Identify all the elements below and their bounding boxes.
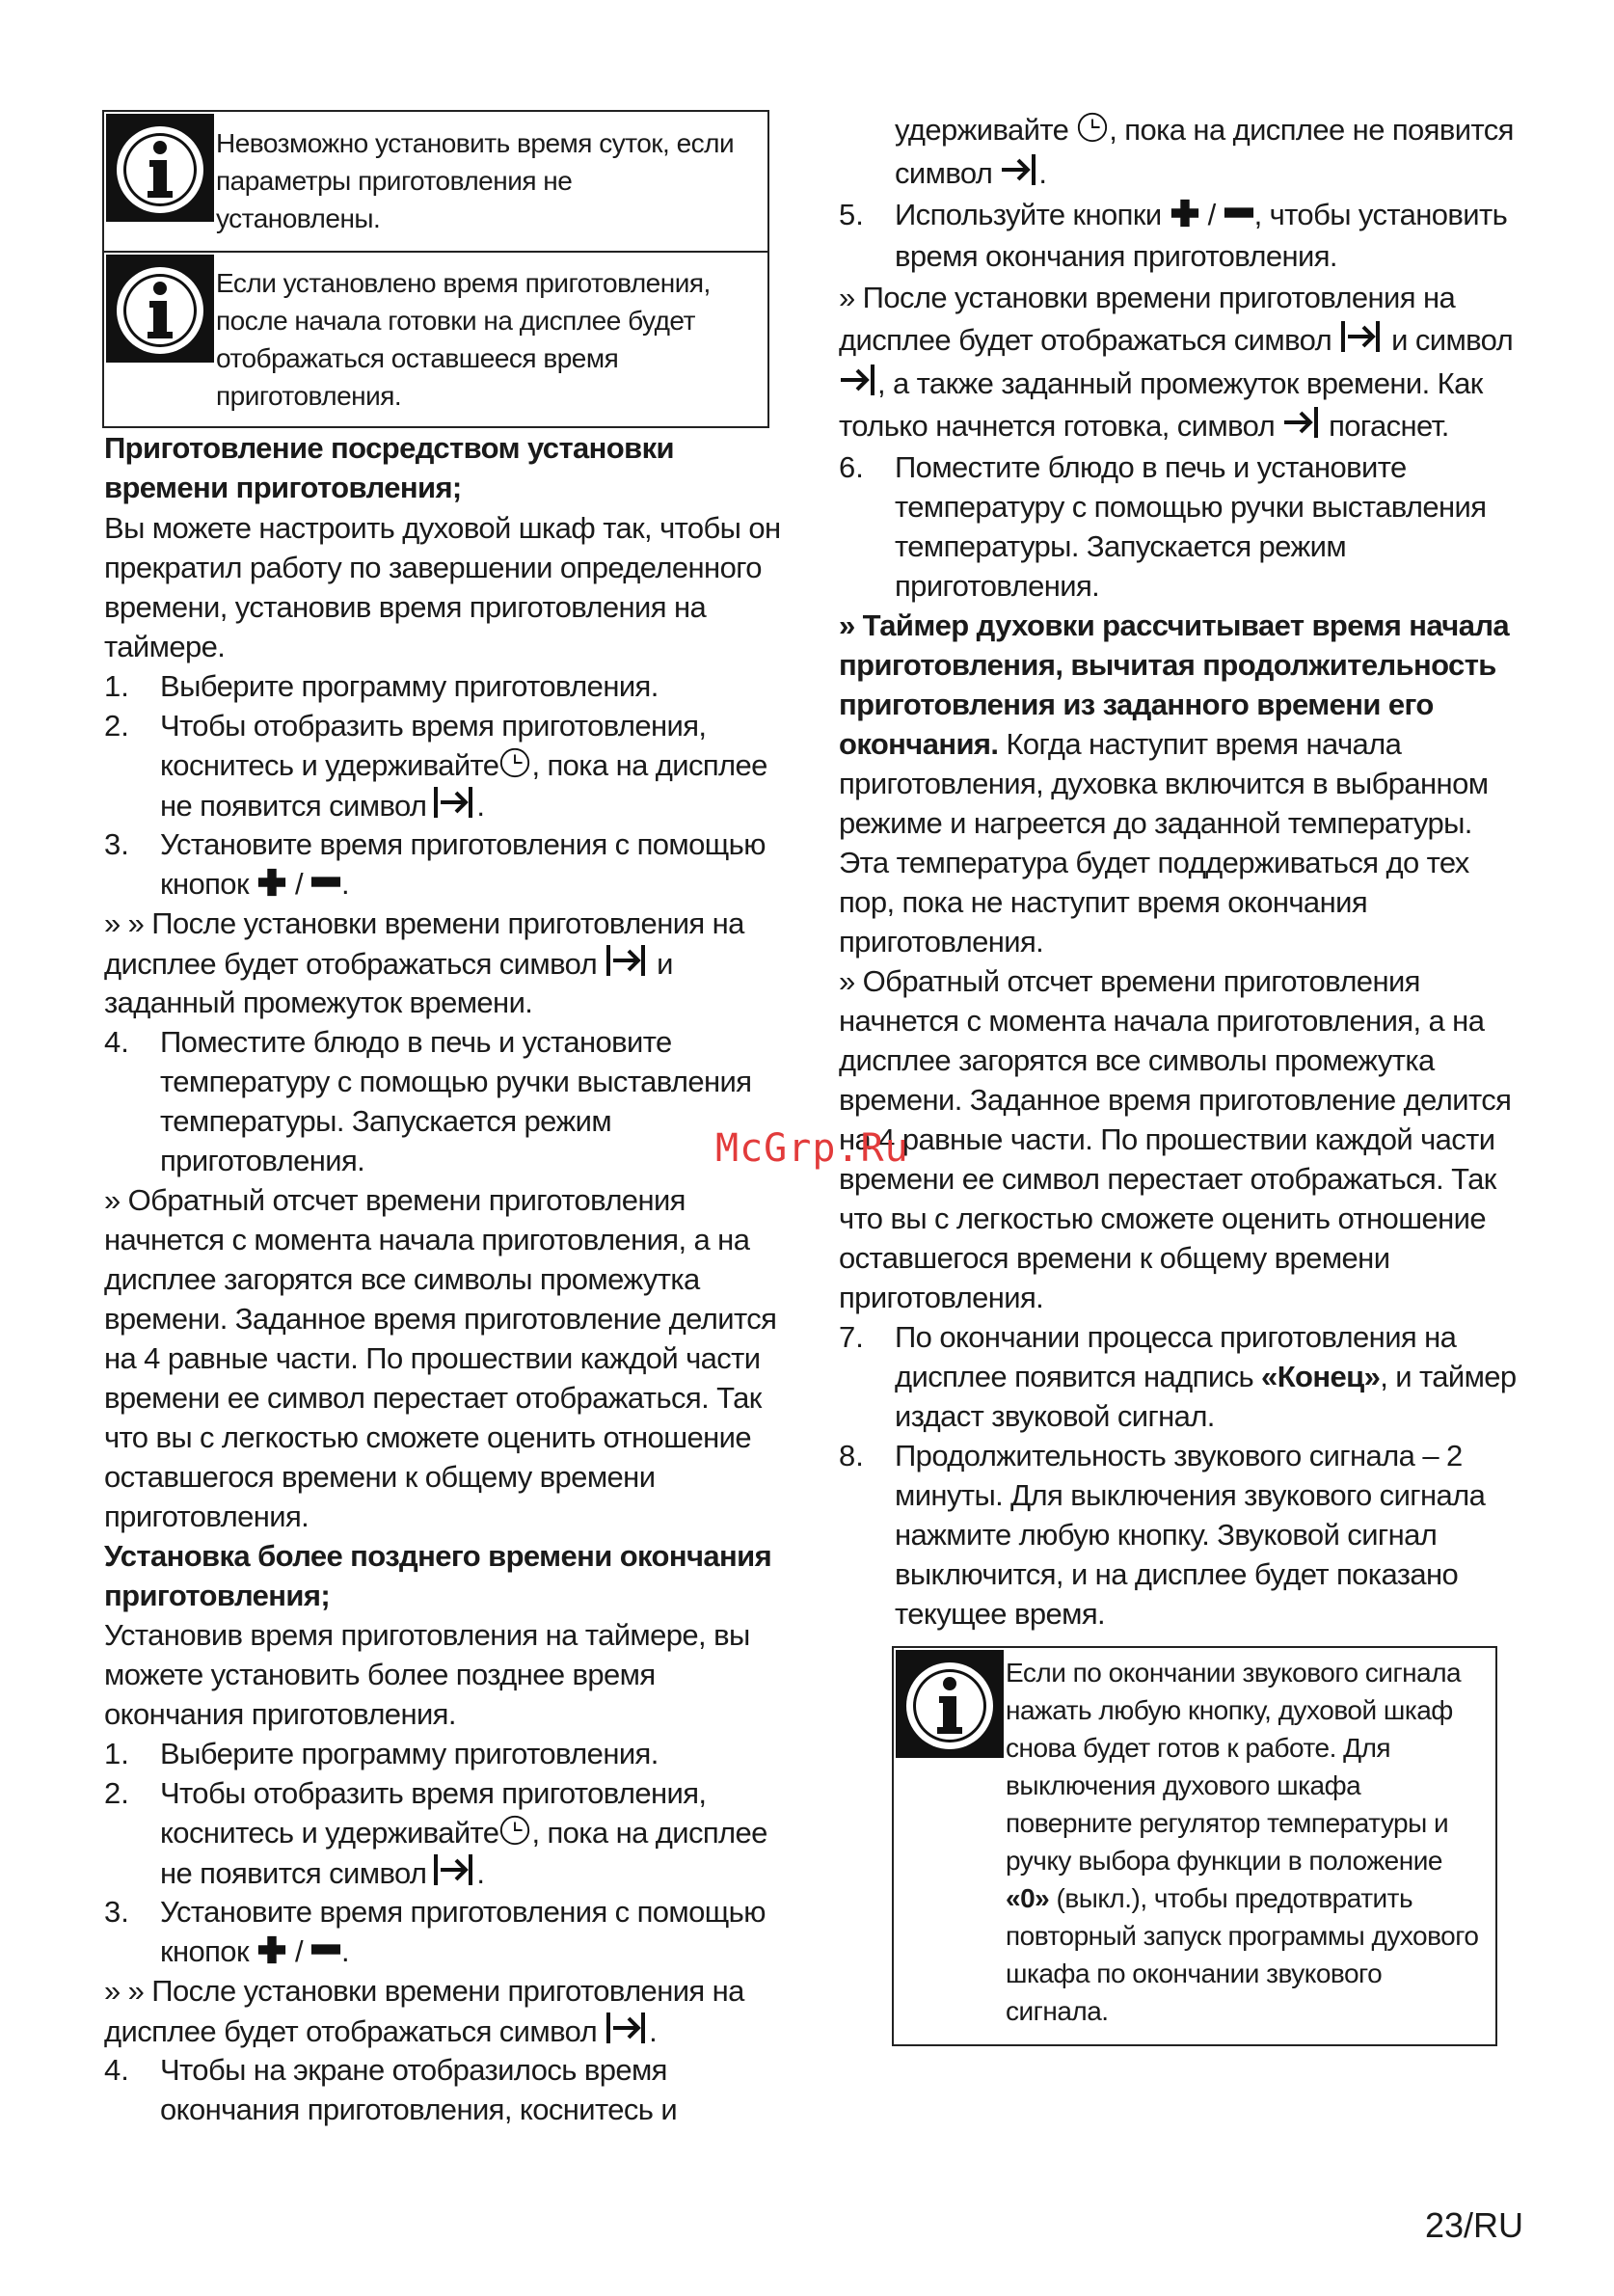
step-7-line-3: издаст звуковой сигнал. [895, 1399, 1215, 1433]
after-setting-line-3 [839, 363, 1483, 403]
step-6-line-3: температуры. Запускается режим [895, 529, 1347, 563]
section2-intro-line-3: окончания приготовления. [104, 1697, 456, 1731]
clock-icon [1076, 111, 1109, 144]
info-note-2-line-2: после начала готовки на дисплее будет [216, 306, 695, 336]
section1-step-3-line-1: Установите время приготовления с помощью [160, 827, 766, 861]
timer-line-1: » Таймер духовки рассчитывает время начала [839, 608, 1510, 642]
step4-continued-line-2 [895, 152, 1046, 193]
section2-step-3-line-1: Установите время приготовления с помощью [160, 1895, 766, 1929]
minus-icon [1224, 198, 1254, 229]
minus-icon [310, 1934, 341, 1965]
section2-note-line-2 [104, 2011, 657, 2051]
section1-note-line-1: » » После установки времени приготовления на [104, 906, 744, 940]
info-line-6: ручку выбора функции в положение [1006, 1846, 1442, 1876]
text: «Конец» [1261, 1360, 1381, 1393]
section1-countdown-line-6: времени ее символ перестает отображаться. Так [104, 1381, 762, 1415]
section1-intro-line-1: Вы можете настроить духовой шкаф так, чтобы он [104, 511, 781, 545]
step-6-line-1: Поместите блюдо в печь и установите [895, 450, 1407, 484]
info-note-2-line-1: Если установлено время приготовления, [216, 268, 711, 298]
step-number: 2. [104, 709, 129, 743]
info-note-2-line-3: отображаться оставшееся время [216, 343, 619, 373]
step-number: 7. [839, 1320, 864, 1354]
section1-countdown-line-8: оставшегося времени к общему времени [104, 1460, 656, 1494]
step-7-line-2 [895, 1357, 1517, 1396]
text: (выкл.), чтобы предотвратить [1049, 1883, 1413, 1913]
section1-step-4-line-1: Поместите блюдо в печь и установите [160, 1025, 672, 1059]
section1-countdown-line-4: времени. Заданное время приготовление делится [104, 1302, 777, 1336]
step-5-line-1 [895, 195, 1507, 234]
text: . [1038, 156, 1047, 190]
text: удерживайте [895, 113, 1069, 147]
countdown-line-3: дисплее загорятся все символы промежутка [839, 1043, 1435, 1077]
plus-icon [1170, 198, 1200, 229]
section1-intro-line-2: прекратил работу по завершении определенного [104, 551, 762, 584]
section2-step-4-line-2: окончания приготовления, коснитесь и [160, 2093, 678, 2126]
text: , чтобы установить [1253, 198, 1508, 231]
text: и символ [1391, 323, 1514, 357]
step-number: 1. [104, 669, 129, 703]
countdown-line-2: начнется с момента начала приготовления, а на [839, 1004, 1485, 1038]
info-line-2: нажать любую кнопку, духовой шкаф [1006, 1695, 1453, 1725]
section1-step-4-line-3: температуры. Запускается режим [160, 1104, 612, 1138]
text: и [657, 947, 673, 981]
countdown-line-8: оставшегося времени к общему времени [839, 1241, 1390, 1275]
info-note-1-line-3: установлены. [216, 203, 381, 233]
text: коснитесь и удерживайте [160, 1816, 499, 1850]
text: / [294, 867, 303, 901]
step-6-line-2: температуру с помощью ручки выставления [895, 490, 1487, 524]
info-note-1 [104, 112, 767, 253]
info-icon [106, 255, 214, 363]
after-setting-line-2 [839, 319, 1513, 360]
start-arrow-icon [1282, 405, 1321, 440]
timer-line-6: режиме и нагреется до заданной температуры. [839, 806, 1472, 840]
section2-step-3-line-2 [160, 1931, 349, 1971]
timer-line-3: приготовления из заданного времени его [839, 688, 1434, 721]
text: только начнется готовка, символ [839, 409, 1276, 443]
info-line-9: шкафа по окончании звукового [1006, 1958, 1383, 1988]
section2-intro-line-1: Установив время приготовления на таймере, вы [104, 1618, 750, 1652]
countdown-line-5: на 4 равные части. По прошествии каждой части [839, 1122, 1495, 1156]
countdown-line-9: приготовления. [839, 1281, 1044, 1314]
end-time-icon [1339, 319, 1384, 354]
section1-heading-line-1: Приготовление посредством установки [104, 431, 674, 465]
text: / [1207, 198, 1216, 231]
step-number: 8. [839, 1439, 864, 1472]
info-note-1-line-1: Невозможно установить время суток, если [216, 128, 735, 158]
text: . [649, 2014, 658, 2048]
section1-step-2-line-3 [160, 785, 484, 825]
start-arrow-icon [839, 363, 877, 397]
section2-heading-line-2: приготовления; [104, 1579, 331, 1612]
section1-heading-line-2: времени приготовления; [104, 471, 462, 504]
step-8-line-1: Продолжительность звукового сигнала – 2 [895, 1439, 1463, 1472]
info-line-7 [1006, 1879, 1412, 1917]
section1-step-2-line-2 [160, 745, 767, 785]
plus-icon [256, 867, 287, 898]
text: . [340, 867, 349, 901]
text: / [294, 1934, 303, 1968]
clock-icon [498, 746, 531, 779]
minus-icon [310, 867, 341, 898]
info-icon [106, 114, 214, 222]
info-line-1: Если по окончании звукового сигнала [1006, 1658, 1462, 1688]
step-8-line-3: нажмите любую кнопку. Звуковой сигнал [895, 1518, 1438, 1552]
step4-continued-line-1 [895, 110, 1514, 149]
step-number: 1. [104, 1737, 129, 1770]
info-note-2-line-4: приготовления. [216, 381, 402, 411]
step-number: 3. [104, 1895, 129, 1929]
countdown-line-1: » Обратный отсчет времени приготовления [839, 964, 1420, 998]
text: дисплее будет отображаться символ [104, 2014, 598, 2048]
text: символ [895, 156, 993, 190]
end-time-icon [605, 2011, 649, 2045]
text: погаснет. [1329, 409, 1449, 443]
text: , пока на дисплее [531, 748, 767, 782]
step-number: 3. [104, 827, 129, 861]
section1-countdown-line-7: что вы с легкостью сможете оценить отношение [104, 1420, 751, 1454]
step-5-line-2: время окончания приготовления. [895, 239, 1337, 273]
section1-intro-line-4: таймере. [104, 630, 226, 663]
step-7-line-1: По окончании процесса приготовления на [895, 1320, 1457, 1354]
section1-countdown-line-5: на 4 равные части. По прошествии каждой части [104, 1341, 761, 1375]
info-note-1-line-2: параметры приготовления не [216, 166, 573, 196]
timer-line-4 [839, 724, 1401, 764]
section2-step-4-line-1: Чтобы на экране отобразилось время [160, 2053, 667, 2087]
text: . [476, 1856, 485, 1890]
section1-step-2-line-1: Чтобы отобразить время приготовления, [160, 709, 707, 743]
step-number: 4. [104, 2053, 129, 2087]
info-line-3: снова будет готов к работе. Для [1006, 1733, 1391, 1763]
step-8-line-4: выключится, и на дисплее будет показано [895, 1557, 1459, 1591]
text: дисплее будет отображаться символ [839, 323, 1332, 357]
section1-step-4-line-2: температуру с помощью ручки выставления [160, 1065, 752, 1098]
step-8-line-5: текущее время. [895, 1597, 1106, 1631]
text: Используйте кнопки [895, 198, 1162, 231]
text: окончания. [839, 727, 999, 761]
section1-step-1: Выберите программу приготовления. [160, 669, 659, 703]
countdown-line-7: что вы с легкостью сможете оценить отношение [839, 1202, 1486, 1235]
after-setting-line-1: » После установки времени приготовления на [839, 281, 1456, 314]
countdown-line-4: времени. Заданное время приготовление делится [839, 1083, 1512, 1117]
section1-countdown-line-1: » Обратный отсчет времени приготовления [104, 1183, 686, 1217]
section2-step-2-line-2 [160, 1813, 767, 1852]
text: «0» [1006, 1883, 1050, 1913]
section1-intro-line-3: времени, установив время приготовления на [104, 590, 707, 624]
info-line-4: выключения духового шкафа [1006, 1770, 1361, 1800]
start-arrow-icon [1000, 152, 1038, 187]
text: , а также заданный промежуток времени. Как [877, 366, 1483, 400]
text: , пока на дисплее не появится [1109, 113, 1514, 147]
section2-intro-line-2: можете установить более позднее время [104, 1658, 656, 1691]
section1-countdown-line-3: дисплее загорятся все символы промежутка [104, 1262, 700, 1296]
info-line-8: повторный запуск программы духового [1006, 1921, 1479, 1951]
text: Когда наступит время начала [998, 727, 1402, 761]
info-icon [896, 1650, 1004, 1758]
section1-countdown-line-2: начнется с момента начала приготовления, а на [104, 1223, 750, 1256]
section1-countdown-line-9: приготовления. [104, 1499, 309, 1533]
info-note-2 [104, 253, 767, 428]
section2-note-line-1: » » После установки времени приготовления на [104, 1974, 744, 2008]
text: , пока на дисплее [531, 1816, 767, 1850]
timer-line-5: приготовления, духовка включится в выбранном [839, 767, 1489, 800]
end-time-icon [432, 785, 476, 820]
text: коснитесь и удерживайте [160, 748, 499, 782]
text: кнопок [160, 867, 249, 901]
step-number: 2. [104, 1776, 129, 1810]
end-time-icon [432, 1852, 476, 1887]
section1-step-3-line-2 [160, 864, 349, 904]
page-number: 23/RU [1425, 2205, 1524, 2245]
plus-icon [256, 1934, 287, 1965]
countdown-line-6: времени ее символ перестает отображаться. Так [839, 1162, 1496, 1196]
section1-step-4-line-4: приготовления. [160, 1144, 365, 1177]
text: , и таймер [1380, 1360, 1517, 1393]
text: дисплее появится надпись [895, 1360, 1262, 1393]
section2-step-2-line-1: Чтобы отобразить время приготовления, [160, 1776, 707, 1810]
text: . [340, 1934, 349, 1968]
step-8-line-2: минуты. Для выключения звукового сигнала [895, 1478, 1486, 1512]
step-number: 4. [104, 1025, 129, 1059]
text: кнопок [160, 1934, 249, 1968]
section2-heading-line-1: Установка более позднего времени окончания [104, 1539, 772, 1573]
timer-line-2: приготовления, вычитая продолжительность [839, 648, 1496, 682]
timer-line-8: пор, пока не наступит время окончания [839, 885, 1368, 919]
section1-note-line-3: заданный промежуток времени. [104, 986, 533, 1019]
section1-note-line-2 [104, 943, 673, 984]
text: дисплее будет отображаться символ [104, 947, 598, 981]
timer-line-7: Эта температура будет поддерживаться до тех [839, 846, 1469, 879]
section2-step-2-line-3 [160, 1852, 484, 1893]
section2-step-1: Выберите программу приготовления. [160, 1737, 659, 1770]
info-line-10: сигнала. [1006, 1996, 1109, 2026]
clock-icon [498, 1814, 531, 1847]
text: . [476, 789, 485, 823]
info-line-5: поверните регулятор температуры и [1006, 1808, 1449, 1838]
step-number: 5. [839, 198, 864, 231]
step-6-line-4: приготовления. [895, 569, 1100, 603]
info-box-top [102, 110, 769, 428]
timer-line-9: приготовления. [839, 925, 1044, 959]
info-box-bottom [892, 1646, 1497, 2046]
text: не появится символ [160, 1856, 427, 1890]
watermark: McGrp.Ru [715, 1126, 909, 1171]
step-number: 6. [839, 450, 864, 484]
text: не появится символ [160, 789, 427, 823]
after-setting-line-4 [839, 405, 1449, 446]
end-time-icon [605, 943, 649, 978]
